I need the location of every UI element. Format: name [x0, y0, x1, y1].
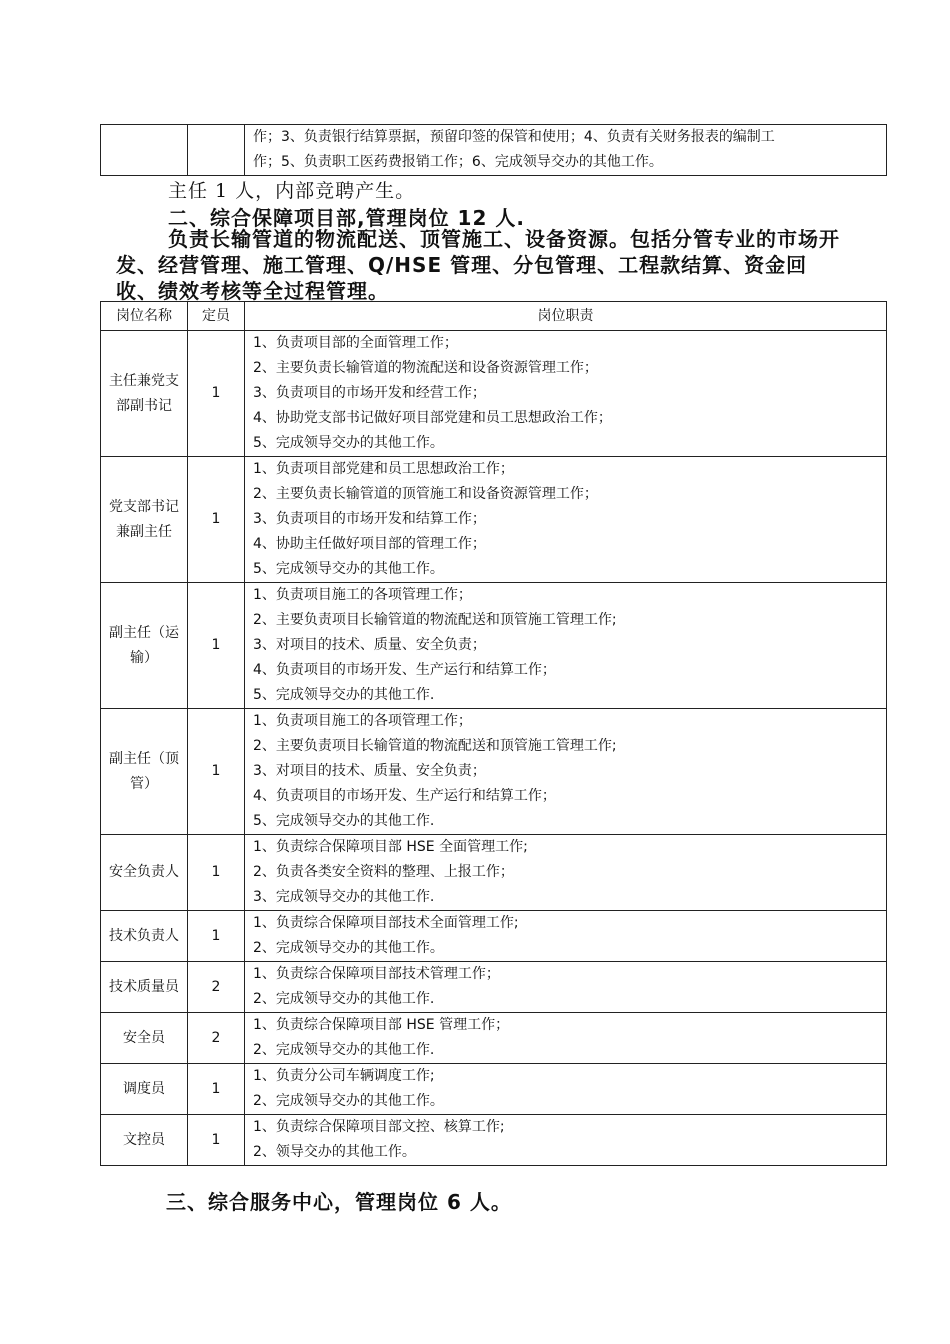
- position-name: 文控员: [101, 1115, 188, 1166]
- duty-line: 4、负责项目的市场开发、生产运行和结算工作；: [253, 662, 556, 678]
- position-name: 副主任（运输）: [101, 583, 188, 709]
- duty-line: 2、完成领导交办的其他工作。: [253, 1093, 444, 1109]
- table-row: [101, 331, 887, 457]
- duty-line: 4、协助党支部书记做好项目部党建和员工思想政治工作；: [253, 410, 612, 426]
- duty-line: 2、完成领导交办的其他工作.: [253, 1042, 435, 1058]
- table-row: [101, 583, 887, 709]
- duty-line: 1、负责综合保障项目部 HSE 管理工作；: [253, 1017, 510, 1033]
- duty-line: 2、主要负责项目长输管道的物流配送和顶管施工管理工作;: [253, 612, 617, 628]
- table-row: [101, 1115, 887, 1166]
- duty-line: 3、对项目的技术、质量、安全负责；: [253, 637, 486, 653]
- section-3-heading: 三、综合服务中心，管理岗位 6 人。: [166, 1190, 512, 1214]
- previous-page-table-fragment: [100, 124, 887, 176]
- duty-line: 1、负责综合保障项目部文控、核算工作;: [253, 1119, 505, 1135]
- duties-cell: [245, 583, 887, 709]
- duty-line: 1、负责分公司车辆调度工作;: [253, 1068, 435, 1084]
- table-row: [101, 1064, 887, 1115]
- position-name: 副主任（顶管）: [101, 709, 188, 835]
- duty-line: 5、完成领导交办的其他工作.: [253, 687, 435, 703]
- table-row: [101, 125, 887, 176]
- duty-line: 3、负责项目的市场开发和经营工作；: [253, 385, 486, 401]
- empty-cell: [188, 125, 245, 176]
- table-row: [101, 835, 887, 911]
- duty-line: 2、主要负责项目长输管道的物流配送和顶管施工管理工作;: [253, 738, 617, 754]
- duty-line: 2、领导交办的其他工作。: [253, 1144, 416, 1160]
- headcount: 1: [188, 835, 245, 911]
- duties-cell: [245, 709, 887, 835]
- table-row: [101, 709, 887, 835]
- section-2-description: 负责长输管道的物流配送、顶管施工、设备资源。包括分管专业的市场开发、经营管理、施工管理、Q/HSE 管理、分包管理、工程款结算、资金回收、绩效考核等全过程管理。: [116, 227, 840, 303]
- duties-cell: [245, 125, 887, 176]
- headcount: 1: [188, 1115, 245, 1166]
- table-row: [101, 1013, 887, 1064]
- director-note: 主任 1 人，内部竞聘产生。: [168, 180, 416, 202]
- position-name: 调度员: [101, 1064, 188, 1115]
- duty-line: 3、对项目的技术、质量、安全负责；: [253, 763, 486, 779]
- headcount: 1: [188, 331, 245, 457]
- table-row: [101, 911, 887, 962]
- duty-line: 5、完成领导交办的其他工作.: [253, 813, 435, 829]
- position-name: 技术负责人: [101, 911, 188, 962]
- empty-cell: [101, 125, 188, 176]
- headcount: 1: [188, 457, 245, 583]
- headcount: 1: [188, 583, 245, 709]
- duty-line: 1、负责综合保障项目部技术管理工作；: [253, 966, 500, 982]
- duty-line: 2、完成领导交办的其他工作.: [253, 991, 435, 1007]
- duties-cell: [245, 457, 887, 583]
- header-position-name: 岗位名称: [101, 302, 188, 331]
- duty-line: 3、完成领导交办的其他工作.: [253, 889, 435, 905]
- duty-line: 1、负责项目部的全面管理工作；: [253, 335, 458, 351]
- duty-line: 作；3、负责银行结算票据，预留印签的保管和使用；4、负责有关财务报表的编制工: [253, 129, 775, 145]
- duties-cell: [245, 1115, 887, 1166]
- headcount: 1: [188, 709, 245, 835]
- duty-line: 1、负责综合保障项目部 HSE 全面管理工作;: [253, 839, 528, 855]
- position-name: 安全员: [101, 1013, 188, 1064]
- duties-cell: [245, 1013, 887, 1064]
- duty-line: 2、负责各类安全资料的整理、上报工作；: [253, 864, 514, 880]
- duty-line: 3、负责项目的市场开发和结算工作；: [253, 511, 486, 527]
- duty-line: 5、完成领导交办的其他工作。: [253, 561, 444, 577]
- table-row: [101, 457, 887, 583]
- duty-line: 5、完成领导交办的其他工作。: [253, 435, 444, 451]
- header-duties: 岗位职责: [245, 302, 887, 331]
- duty-line: 4、负责项目的市场开发、生产运行和结算工作；: [253, 788, 556, 804]
- duty-line: 作；5、负责职工医药费报销工作；6、完成领导交办的其他工作。: [253, 154, 663, 170]
- duty-line: 4、协助主任做好项目部的管理工作；: [253, 536, 486, 552]
- duty-line: 1、负责项目部党建和员工思想政治工作；: [253, 461, 514, 477]
- duty-line: 1、负责综合保障项目部技术全面管理工作;: [253, 915, 519, 931]
- position-name: 党支部书记兼副主任: [101, 457, 188, 583]
- section-2-heading: 二、综合保障项目部,管理岗位 12 人.: [168, 206, 525, 230]
- duties-cell: [245, 962, 887, 1013]
- duty-line: 2、主要负责长输管道的物流配送和设备资源管理工作；: [253, 360, 598, 376]
- headcount: 2: [188, 1013, 245, 1064]
- headcount: 1: [188, 911, 245, 962]
- duties-cell: [245, 835, 887, 911]
- duty-line: 1、负责项目施工的各项管理工作；: [253, 713, 472, 729]
- duty-line: 1、负责项目施工的各项管理工作；: [253, 587, 472, 603]
- position-name: 技术质量员: [101, 962, 188, 1013]
- duty-line: 2、完成领导交办的其他工作。: [253, 940, 444, 956]
- duties-cell: [245, 331, 887, 457]
- duty-line: 2、主要负责长输管道的顶管施工和设备资源管理工作；: [253, 486, 598, 502]
- headcount: 2: [188, 962, 245, 1013]
- positions-table: [100, 301, 887, 1166]
- position-name: 主任兼党支部副书记: [101, 331, 188, 457]
- header-headcount: 定员: [188, 302, 245, 331]
- table-header-row: [101, 302, 887, 331]
- duties-cell: [245, 1064, 887, 1115]
- headcount: 1: [188, 1064, 245, 1115]
- duties-cell: [245, 911, 887, 962]
- position-name: 安全负责人: [101, 835, 188, 911]
- table-row: [101, 962, 887, 1013]
